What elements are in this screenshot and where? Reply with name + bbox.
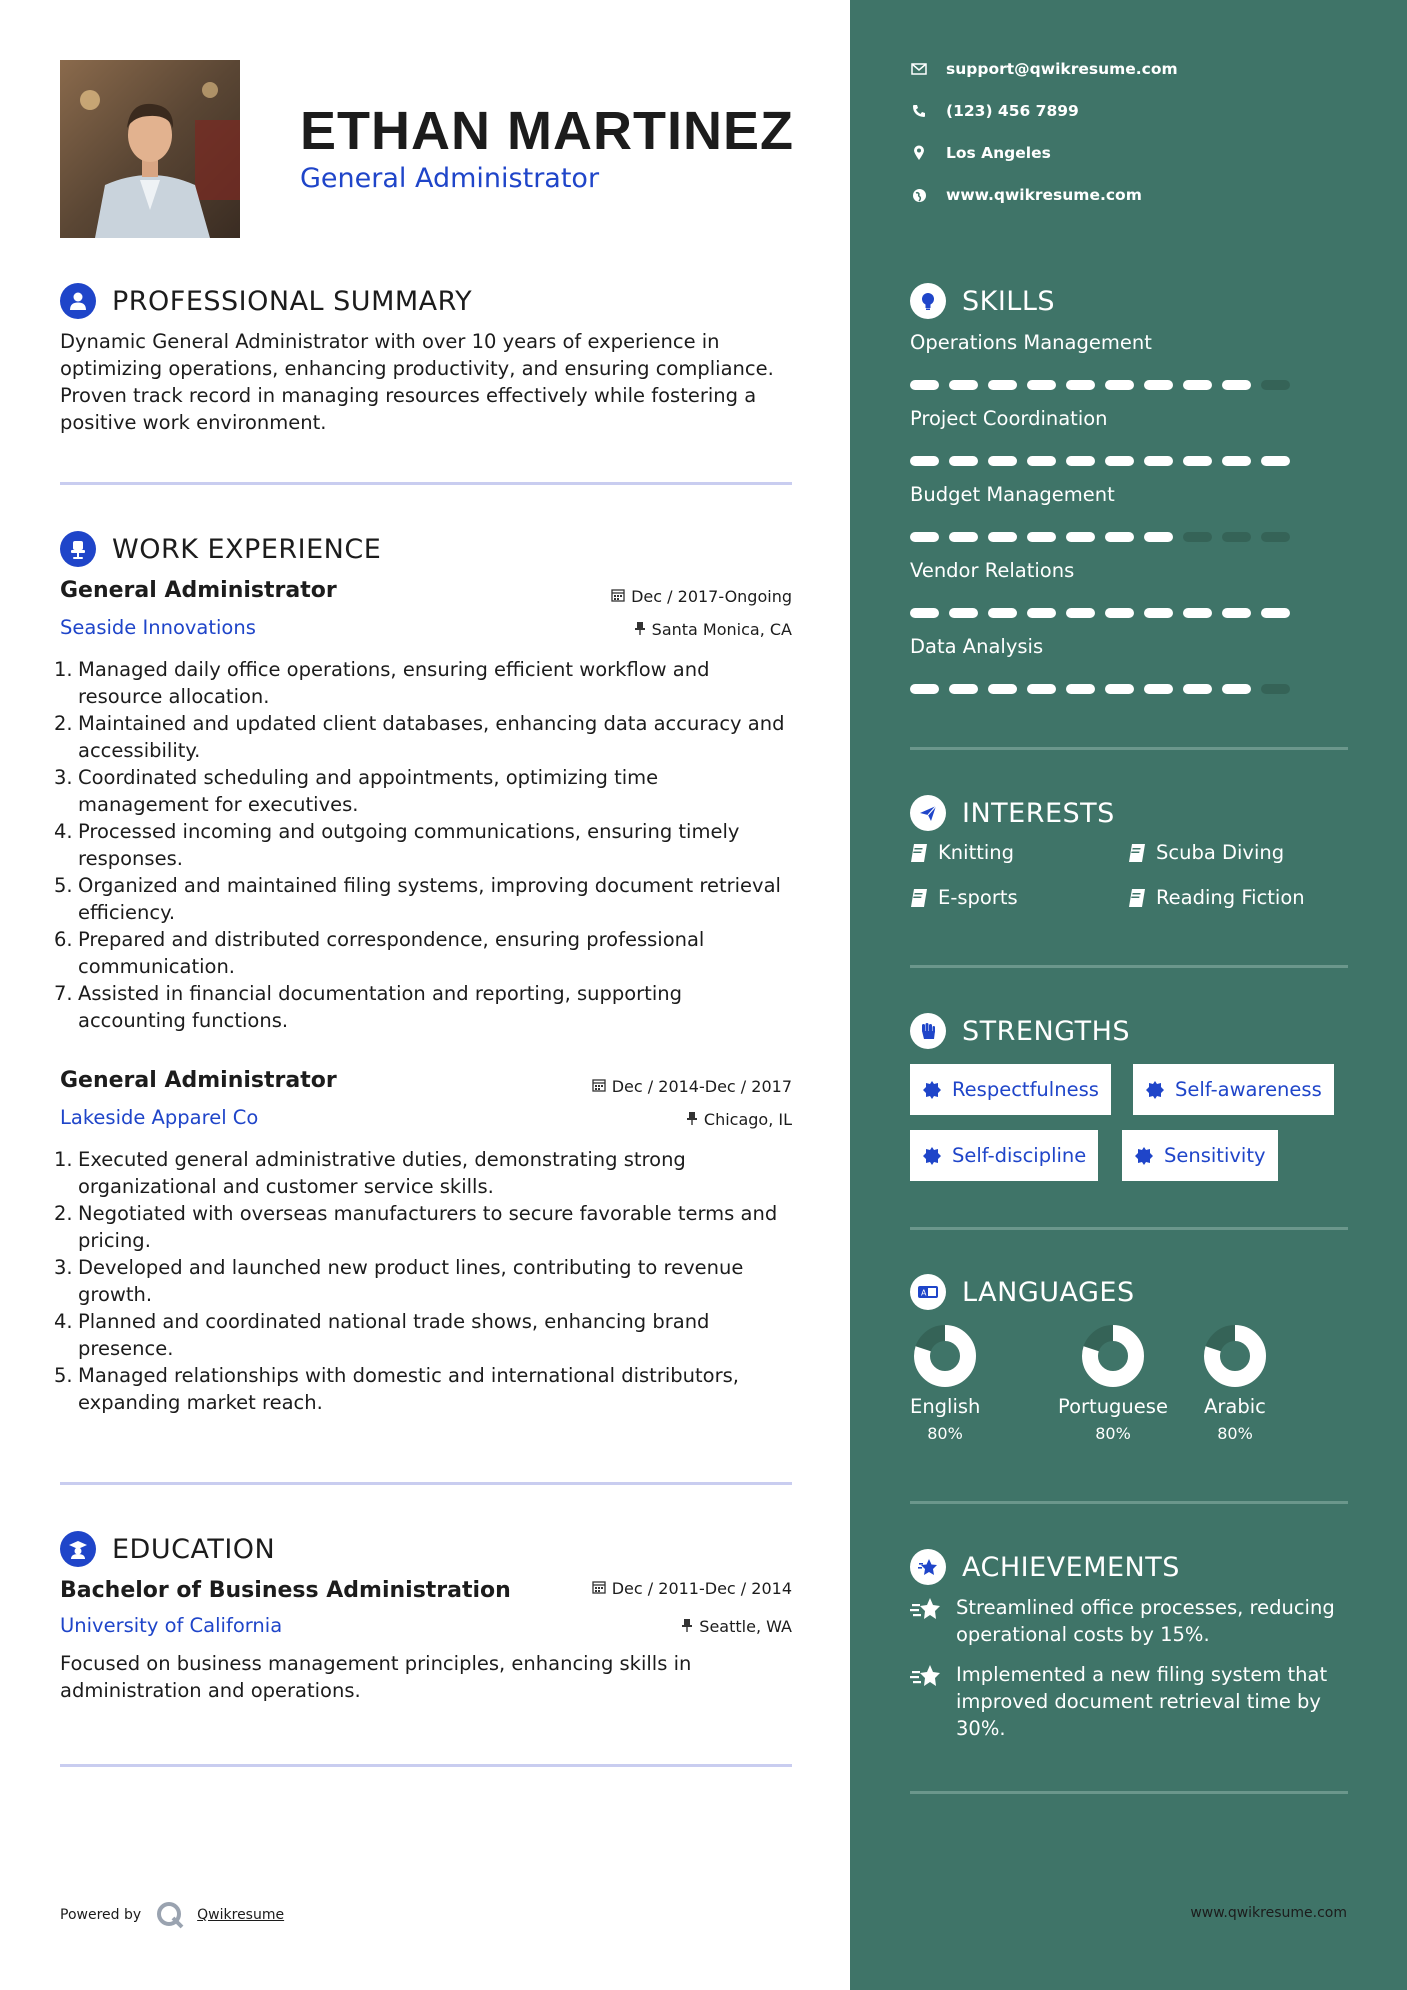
strengths-title: STRENGTHS: [962, 1015, 1131, 1047]
qwikresume-logo-icon: [155, 1900, 185, 1930]
interest-label: Knitting: [938, 841, 1015, 864]
location-text: Los Angeles: [946, 144, 1051, 162]
svg-text:A: A: [921, 1288, 927, 1298]
divider: [910, 1501, 1348, 1504]
skill-level-segment: [1066, 456, 1095, 466]
strength-chip: [1133, 1064, 1334, 1115]
skill-level-segment: [1183, 456, 1212, 466]
education-title: EDUCATION: [112, 1533, 276, 1565]
strength-label: Sensitivity: [1164, 1144, 1266, 1167]
company-name: Seaside Innovations: [60, 616, 256, 639]
language-name: Arabic: [1204, 1395, 1266, 1418]
skill-level-segment: [1105, 608, 1134, 618]
qwikresume-link[interactable]: Qwikresume: [197, 1907, 285, 1923]
skill-level-segment: [988, 532, 1017, 542]
strength-label: Self-discipline: [952, 1144, 1087, 1167]
skill-level-segment: [949, 380, 978, 390]
company-name: Lakeside Apparel Co: [60, 1106, 259, 1129]
interests-heading: [910, 795, 1115, 831]
job-location: [634, 620, 792, 639]
achievement-item: [910, 1661, 1350, 1742]
language-chart: [912, 1323, 978, 1389]
powered-by-label: Powered by: [60, 1907, 142, 1923]
pin-icon: [686, 1110, 698, 1129]
language-item: [910, 1323, 980, 1443]
skill-level-segment: [1027, 532, 1056, 542]
strengths-heading: [910, 1013, 1130, 1049]
interest-item: [1128, 886, 1305, 909]
job-location-text: Santa Monica, CA: [651, 620, 792, 639]
languages-heading: [910, 1274, 1135, 1310]
summary-heading: [60, 283, 472, 319]
divider: [910, 1227, 1348, 1230]
list-item: 2. Maintained and updated client databases, enhancing data accuracy and accessibility.: [54, 712, 785, 762]
book-icon: [1128, 843, 1146, 863]
job-title: General Administrator: [60, 1068, 337, 1093]
interest-item: [910, 886, 1018, 909]
translate-icon: [910, 1274, 946, 1310]
skill-level-segment: [1105, 532, 1134, 542]
skill-level-segment: [949, 608, 978, 618]
job-bullets: [54, 1146, 793, 1416]
interest-label: E-sports: [938, 886, 1018, 909]
skill-name: Data Analysis: [910, 635, 1044, 658]
skill-level-segment: [1066, 380, 1095, 390]
calendar-icon: [592, 1077, 606, 1096]
skill-level-bar: [910, 608, 1290, 618]
skill-level-segment: [1066, 684, 1095, 694]
education-location-text: Seattle, WA: [699, 1617, 792, 1636]
footer-powered: [60, 1900, 284, 1930]
achievement-text: Implemented a new filing system that improved document retrieval time by 30%.: [956, 1663, 1328, 1740]
skill-level-bar: [910, 532, 1290, 542]
skill-level-segment: [1027, 608, 1056, 618]
star-icon: [910, 1663, 944, 1742]
languages-title: LANGUAGES: [962, 1276, 1135, 1308]
list-item: 3. Coordinated scheduling and appointments, optimizing time management for executives.: [54, 766, 659, 816]
location-pin-icon: [910, 145, 928, 161]
achievements-title: ACHIEVEMENTS: [962, 1551, 1180, 1583]
badge-icon: [1145, 1080, 1165, 1100]
skill-level-segment: [1222, 380, 1251, 390]
skill-level-segment: [1105, 380, 1134, 390]
calendar-icon: [611, 587, 625, 606]
pin-icon: [634, 620, 646, 639]
summary-text: Dynamic General Administrator with over 10 years of experience in optimizing operations, enhancing productivity, and ensuring compliance. Proven track record in managing resources effectively while fostering a positive work environment.: [60, 330, 774, 434]
skill-level-segment: [1144, 684, 1173, 694]
education-heading: [60, 1531, 275, 1567]
contact-location: [910, 144, 1051, 162]
phone-icon: [910, 104, 928, 118]
interest-label: Reading Fiction: [1156, 886, 1305, 909]
divider: [910, 965, 1348, 968]
achievements-heading: [910, 1549, 1180, 1585]
skill-level-segment: [910, 456, 939, 466]
graduate-icon: [60, 1531, 96, 1567]
language-percent: 80%: [1217, 1424, 1253, 1443]
skill-level-segment: [1027, 456, 1056, 466]
language-percent: 80%: [1095, 1424, 1131, 1443]
strength-chip: [910, 1064, 1111, 1115]
skill-level-segment: [1144, 456, 1173, 466]
job-bullets: [54, 656, 793, 1034]
skill-level-segment: [988, 456, 1017, 466]
interest-item: [910, 841, 1014, 864]
skill-level-segment: [910, 380, 939, 390]
education-dates-text: Dec / 2011-Dec / 2014: [611, 1579, 792, 1598]
list-item: 4. Planned and coordinated national trade shows, enhancing brand presence.: [54, 1310, 710, 1360]
list-item: 2. Negotiated with overseas manufacturers to secure favorable terms and pricing.: [54, 1202, 778, 1252]
education-text: Focused on business management principles, enhancing skills in administration and operations.: [60, 1652, 692, 1702]
star-icon: [910, 1549, 946, 1585]
skill-name: Operations Management: [910, 331, 1152, 354]
job-title: General Administrator: [60, 578, 337, 603]
job-dates: [611, 587, 792, 606]
skills-title: SKILLS: [962, 285, 1056, 317]
skill-level-segment: [1105, 456, 1134, 466]
education-location: [681, 1617, 792, 1636]
skill-level-segment: [1066, 608, 1095, 618]
contact-website: [910, 186, 1142, 204]
lightbulb-icon: [910, 283, 946, 319]
divider: [910, 1791, 1348, 1794]
list-item: 7. Assisted in financial documentation and reporting, supporting accounting functions.: [54, 982, 682, 1032]
skill-level-bar: [910, 684, 1290, 694]
book-icon: [1128, 888, 1146, 908]
skill-level-segment: [1144, 380, 1173, 390]
skill-level-segment: [949, 532, 978, 542]
language-chart: [1080, 1323, 1146, 1389]
contact-email: [910, 60, 1178, 78]
paper-plane-icon: [910, 795, 946, 831]
divider: [910, 747, 1348, 750]
strength-label: Self-awareness: [1175, 1078, 1322, 1101]
strength-chip: [910, 1130, 1098, 1181]
interest-label: Scuba Diving: [1156, 841, 1285, 864]
skill-level-bar: [910, 380, 1290, 390]
summary-title: PROFESSIONAL SUMMARY: [112, 285, 473, 317]
email-text[interactable]: support@qwikresume.com: [946, 60, 1178, 78]
list-item: 6. Prepared and distributed correspondence, ensuring professional communication.: [54, 928, 705, 978]
skill-level-segment: [1222, 532, 1251, 542]
skill-level-segment: [1183, 532, 1212, 542]
education-dates: [592, 1579, 792, 1598]
job-location-text: Chicago, IL: [703, 1110, 792, 1129]
skill-level-segment: [949, 684, 978, 694]
interest-item: [1128, 841, 1284, 864]
website-text[interactable]: www.qwikresume.com: [946, 186, 1142, 204]
language-name: Portuguese: [1058, 1395, 1168, 1418]
language-percent: 80%: [927, 1424, 963, 1443]
list-item: 5. Organized and maintained filing systems, improving document retrieval efficiency.: [54, 874, 781, 924]
list-item: 4. Processed incoming and outgoing communications, ensuring timely responses.: [54, 820, 740, 870]
skill-level-segment: [1183, 608, 1212, 618]
language-item: [1057, 1323, 1169, 1443]
skill-level-segment: [1222, 608, 1251, 618]
experience-heading: [60, 531, 381, 567]
skill-name: Budget Management: [910, 483, 1115, 506]
badge-icon: [922, 1080, 942, 1100]
skill-level-segment: [1222, 456, 1251, 466]
skill-level-segment: [1261, 532, 1290, 542]
globe-icon: [910, 188, 928, 203]
profile-photo: [60, 60, 240, 238]
badge-icon: [922, 1146, 942, 1166]
achievement-text: Streamlined office processes, reducing operational costs by 15%.: [956, 1596, 1335, 1646]
skills-heading: [910, 283, 1055, 319]
skill-level-segment: [910, 684, 939, 694]
job-dates-text: Dec / 2017-Ongoing: [631, 587, 792, 606]
skill-name: Project Coordination: [910, 407, 1108, 430]
pin-icon: [681, 1617, 693, 1636]
strength-chip: [1122, 1130, 1278, 1181]
skill-level-segment: [1144, 608, 1173, 618]
skill-name: Vendor Relations: [910, 559, 1075, 582]
skill-level-segment: [1183, 380, 1212, 390]
language-name: English: [910, 1395, 981, 1418]
list-item: 3. Developed and launched new product lines, contributing to revenue growth.: [54, 1256, 744, 1306]
skill-level-segment: [988, 608, 1017, 618]
user-icon: [60, 283, 96, 319]
divider: [60, 1482, 792, 1485]
experience-title: WORK EXPERIENCE: [112, 533, 382, 565]
language-item: [1200, 1323, 1270, 1443]
skill-level-segment: [949, 456, 978, 466]
book-icon: [910, 843, 928, 863]
fist-icon: [910, 1013, 946, 1049]
skill-level-segment: [988, 380, 1017, 390]
skill-level-segment: [988, 684, 1017, 694]
skill-level-segment: [1261, 380, 1290, 390]
office-chair-icon: [60, 531, 96, 567]
skill-level-segment: [1183, 684, 1212, 694]
list-item: 1. Managed daily office operations, ensuring efficient workflow and resource allocation.: [54, 658, 710, 708]
job-dates: [592, 1077, 792, 1096]
strength-label: Respectfulness: [952, 1078, 1099, 1101]
skill-level-segment: [1027, 684, 1056, 694]
interests-title: INTERESTS: [962, 797, 1115, 829]
divider: [60, 1764, 792, 1767]
sidebar: [850, 0, 1407, 1990]
job-dates-text: Dec / 2014-Dec / 2017: [611, 1077, 792, 1096]
skill-level-segment: [1261, 684, 1290, 694]
achievement-item: [910, 1594, 1350, 1648]
skill-level-segment: [1261, 456, 1290, 466]
list-item: 5. Managed relationships with domestic and international distributors, expanding market reach.: [54, 1364, 739, 1414]
job-location: [686, 1110, 792, 1129]
star-icon: [910, 1596, 944, 1648]
candidate-name: ETHAN MARTINEZ: [300, 101, 794, 161]
list-item: 1. Executed general administrative duties, demonstrating strong organizational and customer service skills.: [54, 1148, 686, 1198]
skill-level-segment: [1105, 684, 1134, 694]
skill-level-segment: [1027, 380, 1056, 390]
envelope-icon: [910, 63, 928, 75]
candidate-title: General Administrator: [300, 163, 600, 194]
degree-title: Bachelor of Business Administration: [60, 1578, 511, 1603]
language-chart: [1202, 1323, 1268, 1389]
calendar-icon: [592, 1579, 606, 1598]
skill-level-bar: [910, 456, 1290, 466]
book-icon: [910, 888, 928, 908]
skill-level-segment: [1144, 532, 1173, 542]
footer-url[interactable]: www.qwikresume.com: [1190, 1905, 1347, 1921]
skill-level-segment: [910, 532, 939, 542]
badge-icon: [1134, 1146, 1154, 1166]
contact-phone: [910, 102, 1079, 120]
skill-level-segment: [1222, 684, 1251, 694]
divider: [60, 482, 792, 485]
school-name: University of California: [60, 1614, 283, 1637]
skill-level-segment: [910, 608, 939, 618]
skill-level-segment: [1066, 532, 1095, 542]
skill-level-segment: [1261, 608, 1290, 618]
phone-text: (123) 456 7899: [946, 102, 1079, 120]
